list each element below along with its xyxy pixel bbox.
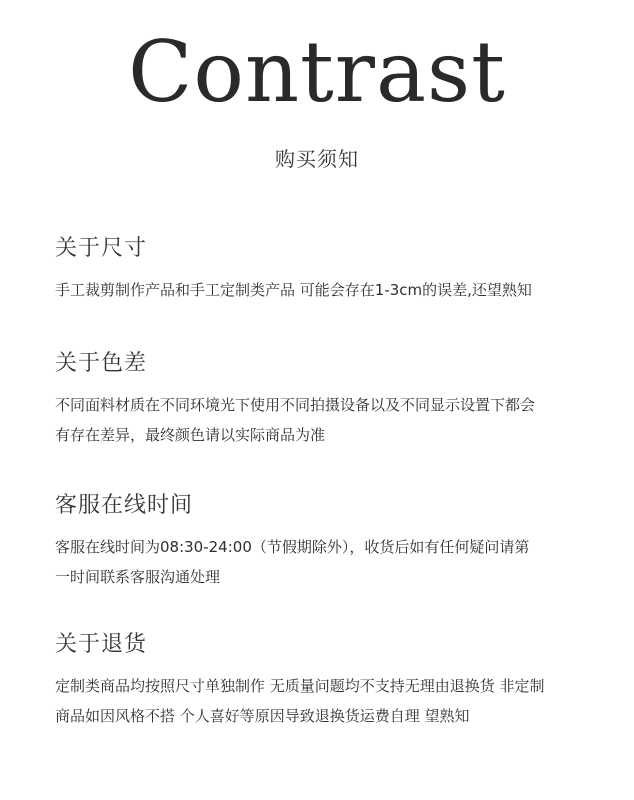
section-text-line: 不同面料材质在不同环境光下使用不同拍摄设备以及不同显示设置下都会	[55, 396, 536, 414]
section-title-color-difference: 关于色差	[55, 351, 148, 376]
section-title-size: 关于尺寸	[55, 236, 148, 261]
section-returns	[55, 629, 605, 731]
section-text-line: 客服在线时间为08:30-24:00（节假期除外），收货后如有任何疑问请第	[55, 538, 530, 556]
section-text-line: 有存在差异，最终颜色请以实际商品为准	[55, 426, 326, 444]
section-title-returns: 关于退货	[55, 632, 148, 657]
section-text-line: 手工裁剪制作产品和手工定制类产品 可能会存在1-3cm的误差,还望熟知	[55, 281, 532, 299]
section-text-line: 商品如因风格不搭 个人喜好等原因导致退换货运费自理 望熟知	[55, 707, 470, 725]
section-title-service-hours: 客服在线时间	[55, 493, 194, 518]
brand-logo-text: Contrast	[128, 23, 506, 121]
section-text-line: 一时间联系客服沟通处理	[55, 568, 221, 586]
section-text-line: 定制类商品均按照尺寸单独制作 无质量问题均不支持无理由退换货 非定制	[55, 677, 545, 695]
page-subtitle: 购买须知	[275, 147, 359, 171]
section-color-difference	[55, 348, 605, 450]
section-size	[55, 233, 605, 305]
section-service-hours	[55, 490, 605, 592]
